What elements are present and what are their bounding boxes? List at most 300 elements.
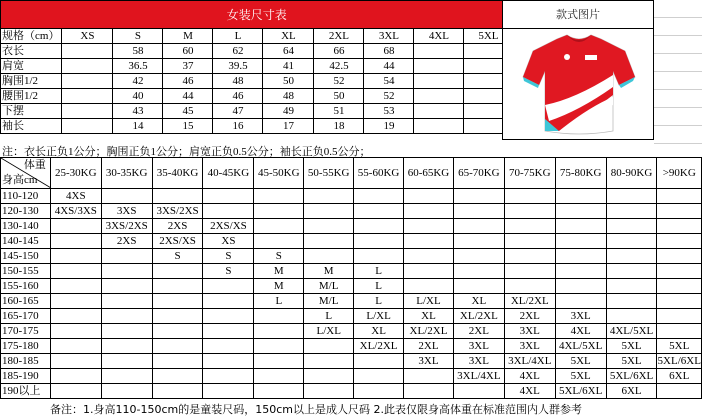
size-cell: S — [203, 264, 254, 279]
size-cell — [304, 189, 354, 204]
size-header-l: L — [213, 29, 263, 44]
size-cell — [555, 234, 606, 249]
spec-value: 62 — [213, 44, 263, 59]
height-label: 185-190 — [1, 369, 51, 384]
spec-label: 腰围1/2 — [1, 89, 62, 104]
size-cell: 5XL/6XL — [606, 369, 657, 384]
size-cell — [504, 279, 555, 294]
size-cell: 5XL — [555, 369, 606, 384]
spec-value: 48 — [263, 89, 314, 104]
spec-header: 规格（cm） — [1, 29, 62, 44]
height-row — [1, 264, 702, 279]
spec-value — [62, 74, 113, 89]
size-cell: 6XL — [606, 384, 657, 399]
size-cell — [657, 249, 702, 264]
size-cell — [50, 279, 101, 294]
height-row — [1, 384, 702, 399]
height-row — [1, 249, 702, 264]
weight-header-row — [1, 158, 702, 189]
size-cell — [152, 339, 203, 354]
size-cell: XL — [354, 324, 404, 339]
size-cell: 4XS — [50, 189, 101, 204]
spec-value: 18 — [314, 119, 364, 134]
size-cell — [606, 294, 657, 309]
spec-value — [414, 44, 464, 59]
size-cell — [50, 264, 101, 279]
height-label: 160-165 — [1, 294, 51, 309]
size-cell — [50, 369, 101, 384]
height-label: 180-185 — [1, 354, 51, 369]
spec-value: 39.5 — [213, 59, 263, 74]
spec-value: 42 — [113, 74, 163, 89]
size-cell — [101, 369, 152, 384]
size-cell: XL/2XL — [453, 309, 504, 324]
spec-value: 47 — [213, 104, 263, 119]
size-cell: 3XL/4XL — [453, 369, 504, 384]
size-cell: M — [254, 279, 304, 294]
size-cell — [50, 309, 101, 324]
size-cell — [304, 354, 354, 369]
spec-value — [414, 104, 464, 119]
size-cell: 5XL — [657, 339, 702, 354]
size-cell — [354, 234, 404, 249]
spec-value — [62, 104, 113, 119]
height-label: 130-140 — [1, 219, 51, 234]
spec-value: 58 — [113, 44, 163, 59]
size-cell — [453, 249, 504, 264]
weight-height-table — [0, 157, 702, 399]
size-cell — [304, 234, 354, 249]
height-label: 145-150 — [1, 249, 51, 264]
size-header-s: S — [113, 29, 163, 44]
size-cell: 3XS/2XS — [101, 219, 152, 234]
spec-value — [62, 89, 113, 104]
spec-value — [414, 74, 464, 89]
spec-value: 46 — [163, 74, 213, 89]
height-label: 身高cm — [2, 174, 38, 186]
spec-value — [62, 44, 113, 59]
size-cell — [657, 324, 702, 339]
size-cell — [152, 294, 203, 309]
size-cell: L — [354, 279, 404, 294]
size-cell: M/L — [304, 279, 354, 294]
size-cell: 4XL — [504, 369, 555, 384]
size-header-xs: XS — [62, 29, 113, 44]
size-cell: XL/2XL — [504, 294, 555, 309]
height-label: 110-120 — [1, 189, 51, 204]
size-cell: L — [354, 264, 404, 279]
size-header-row — [1, 29, 513, 44]
size-cell — [50, 339, 101, 354]
size-cell — [504, 249, 555, 264]
size-cell — [453, 264, 504, 279]
size-cell — [453, 204, 504, 219]
jersey-icon — [519, 33, 639, 137]
size-cell: M/L — [304, 294, 354, 309]
size-cell — [254, 204, 304, 219]
size-cell: XL/2XL — [404, 324, 454, 339]
size-cell — [555, 219, 606, 234]
height-label: 150-155 — [1, 264, 51, 279]
size-cell — [203, 324, 254, 339]
size-cell — [657, 219, 702, 234]
size-cell — [657, 384, 702, 399]
size-cell — [354, 189, 404, 204]
height-label: 175-180 — [1, 339, 51, 354]
spec-value: 53 — [364, 104, 414, 119]
weight-header: 80-90KG — [606, 158, 657, 189]
spec-row — [1, 119, 513, 134]
spec-value: 51 — [314, 104, 364, 119]
size-cell: XS — [203, 234, 254, 249]
size-cell — [304, 384, 354, 399]
size-cell — [50, 294, 101, 309]
women-size-table — [0, 0, 513, 134]
size-cell — [606, 279, 657, 294]
height-label: 140-145 — [1, 234, 51, 249]
spec-value: 66 — [314, 44, 364, 59]
weight-header: >90KG — [657, 158, 702, 189]
size-cell — [555, 249, 606, 264]
size-cell: 5XL/6XL — [657, 355, 701, 367]
height-row — [1, 189, 702, 204]
weight-header: 25-30KG — [50, 158, 101, 189]
size-cell — [101, 189, 152, 204]
size-cell — [203, 354, 254, 369]
size-cell: 6XL — [657, 369, 702, 384]
size-cell — [203, 204, 254, 219]
size-cell — [101, 384, 152, 399]
weight-header: 45-50KG — [254, 158, 304, 189]
spec-value: 60 — [163, 44, 213, 59]
size-cell: 4XS/3XS — [50, 204, 101, 219]
size-cell: L/XL — [304, 324, 354, 339]
size-cell — [606, 234, 657, 249]
size-cell — [254, 354, 304, 369]
size-cell: M — [304, 264, 354, 279]
size-cell: 3XL — [404, 354, 454, 369]
size-cell — [606, 204, 657, 219]
height-row — [1, 294, 702, 309]
size-cell — [504, 189, 555, 204]
size-cell — [354, 384, 404, 399]
spec-value: 50 — [263, 74, 314, 89]
spec-value: 44 — [163, 89, 213, 104]
size-cell: XL/2XL — [354, 339, 404, 354]
weight-header: 35-40KG — [152, 158, 203, 189]
size-cell — [404, 189, 454, 204]
size-cell: L/XL — [404, 294, 454, 309]
size-cell — [304, 204, 354, 219]
height-row — [1, 324, 702, 339]
size-cell: 2XS/XS — [152, 234, 203, 249]
spec-value — [62, 119, 113, 134]
size-cell — [555, 294, 606, 309]
size-cell: 2XS — [152, 219, 203, 234]
spec-value: 36.5 — [113, 59, 163, 74]
size-cell — [657, 279, 702, 294]
size-cell — [555, 264, 606, 279]
spec-value: 64 — [263, 44, 314, 59]
size-cell — [101, 249, 152, 264]
size-cell: 3XS — [101, 204, 152, 219]
size-cell — [152, 369, 203, 384]
size-cell: 2XL — [453, 324, 504, 339]
size-header-4xl: 4XL — [414, 29, 464, 44]
spec-row — [1, 59, 513, 74]
size-header-5xl: 5XL — [464, 29, 513, 44]
size-cell: 5XL — [606, 354, 657, 369]
size-cell — [404, 264, 454, 279]
size-cell — [657, 294, 702, 309]
size-cell: 3XL — [453, 354, 504, 369]
size-cell — [453, 219, 504, 234]
size-cell — [254, 339, 304, 354]
size-cell — [101, 354, 152, 369]
spec-label: 袖长 — [1, 119, 62, 134]
size-cell — [203, 384, 254, 399]
size-cell — [606, 309, 657, 324]
size-cell: 5XL/6XL — [555, 384, 606, 399]
height-row — [1, 369, 702, 384]
size-cell: 2XL — [504, 309, 555, 324]
size-cell: S — [254, 249, 304, 264]
size-cell: 2XL — [404, 339, 454, 354]
size-cell — [50, 354, 101, 369]
height-row — [1, 234, 702, 249]
size-cell — [657, 309, 702, 324]
size-cell — [254, 369, 304, 384]
size-cell — [504, 234, 555, 249]
size-cell: 2XS — [101, 234, 152, 249]
size-cell: 4XL/5XL — [606, 324, 657, 339]
weight-header: 60-65KG — [404, 158, 454, 189]
spec-value — [414, 119, 464, 134]
size-cell: 4XL — [504, 384, 555, 399]
size-cell — [606, 264, 657, 279]
size-cell — [50, 384, 101, 399]
size-cell — [254, 309, 304, 324]
size-cell — [304, 339, 354, 354]
size-header-m: M — [163, 29, 213, 44]
spec-value: 37 — [163, 59, 213, 74]
height-label: 170-175 — [1, 324, 51, 339]
size-cell: 3XS/2XS — [152, 204, 203, 219]
size-cell — [657, 204, 702, 219]
size-cell — [504, 264, 555, 279]
size-cell — [304, 369, 354, 384]
size-cell: 5XL — [606, 339, 657, 354]
weight-label: 体重 — [23, 159, 46, 171]
weight-header: 30-35KG — [101, 158, 152, 189]
size-cell — [606, 219, 657, 234]
size-cell — [203, 339, 254, 354]
spec-label: 胸围1/2 — [1, 74, 62, 89]
size-cell — [152, 354, 203, 369]
size-cell — [50, 234, 101, 249]
size-cell: 5XL — [555, 354, 606, 369]
size-cell — [152, 384, 203, 399]
size-cell — [657, 264, 702, 279]
size-cell — [453, 279, 504, 294]
size-cell: 3XL — [504, 339, 555, 354]
size-cell — [555, 204, 606, 219]
height-row — [1, 339, 702, 354]
size-cell: S — [152, 249, 203, 264]
size-cell: S — [203, 249, 254, 264]
style-image-title: 款式图片 — [503, 1, 653, 29]
size-cell — [50, 219, 101, 234]
size-cell — [101, 294, 152, 309]
spec-value: 41 — [263, 59, 314, 74]
size-cell: 4XL/5XL — [555, 339, 606, 354]
size-cell — [404, 369, 454, 384]
size-cell: L — [354, 294, 404, 309]
size-cell — [304, 249, 354, 264]
footer-note: 备注：1.身高110-150cm的是童装尺码，150cm以上是成人尺码 2.此表仅限身高体重在标准范围内人群参考 — [50, 403, 582, 416]
size-cell — [354, 219, 404, 234]
spec-value: 17 — [263, 119, 314, 134]
spec-label: 肩宽 — [1, 59, 62, 74]
height-row — [1, 279, 702, 294]
size-cell — [152, 189, 203, 204]
size-cell — [254, 324, 304, 339]
height-label: 155-160 — [1, 279, 51, 294]
size-cell: L/XL — [354, 309, 404, 324]
spec-value — [414, 59, 464, 74]
size-cell — [101, 309, 152, 324]
size-cell — [152, 264, 203, 279]
size-cell — [152, 279, 203, 294]
size-cell — [657, 189, 702, 204]
size-cell: L — [254, 294, 304, 309]
size-cell — [354, 204, 404, 219]
spec-value: 48 — [213, 74, 263, 89]
size-cell — [254, 234, 304, 249]
size-cell — [101, 339, 152, 354]
tolerance-note: 注：衣长正负1公分；胸围正负1公分；肩宽正负0.5公分；袖长正负0.5公分； — [2, 146, 371, 158]
spec-value: 52 — [364, 89, 414, 104]
spec-value: 16 — [213, 119, 263, 134]
size-cell — [254, 384, 304, 399]
size-cell — [203, 279, 254, 294]
spec-row — [1, 74, 513, 89]
size-cell — [203, 309, 254, 324]
spec-value: 15 — [163, 119, 213, 134]
spec-value — [62, 59, 113, 74]
size-header-xl: XL — [263, 29, 314, 44]
weight-header: 40-45KG — [203, 158, 254, 189]
size-cell — [404, 249, 454, 264]
size-cell: 4XL — [555, 324, 606, 339]
spec-value — [414, 89, 464, 104]
size-cell — [404, 219, 454, 234]
size-cell — [606, 189, 657, 204]
corner-cell — [1, 158, 51, 189]
size-cell — [254, 219, 304, 234]
size-cell — [453, 234, 504, 249]
size-cell — [453, 384, 504, 399]
spec-row — [1, 44, 513, 59]
size-cell: XL — [453, 294, 504, 309]
size-cell: 2XS/XS — [203, 219, 254, 234]
weight-header: 75-80KG — [555, 158, 606, 189]
size-cell: XL — [404, 309, 454, 324]
size-cell — [152, 309, 203, 324]
size-cell: M — [254, 264, 304, 279]
spec-value: 54 — [364, 74, 414, 89]
size-cell — [254, 189, 304, 204]
size-cell: 3XL — [555, 309, 606, 324]
size-cell — [101, 324, 152, 339]
size-cell: 3XL — [453, 339, 504, 354]
size-cell — [555, 189, 606, 204]
size-cell — [304, 219, 354, 234]
right-gridlines — [654, 0, 702, 140]
spec-value: 50 — [314, 89, 364, 104]
size-cell — [404, 204, 454, 219]
size-cell: 3XL — [504, 324, 555, 339]
weight-header: 55-60KG — [354, 158, 404, 189]
spec-value: 52 — [314, 74, 364, 89]
height-label: 165-170 — [1, 309, 51, 324]
weight-header: 70-75KG — [504, 158, 555, 189]
spec-value: 43 — [113, 104, 163, 119]
size-cell — [606, 249, 657, 264]
spec-value: 46 — [213, 89, 263, 104]
spec-value: 44 — [364, 59, 414, 74]
size-cell — [101, 279, 152, 294]
size-cell — [657, 234, 702, 249]
height-row — [1, 354, 702, 369]
size-cell: 3XL/4XL — [504, 354, 555, 369]
size-cell: L — [304, 309, 354, 324]
size-cell — [404, 234, 454, 249]
size-cell — [50, 324, 101, 339]
size-cell — [404, 279, 454, 294]
height-row — [1, 309, 702, 324]
spec-value: 19 — [364, 119, 414, 134]
size-cell — [101, 264, 152, 279]
size-header-2xl: 2XL — [314, 29, 364, 44]
size-cell — [453, 189, 504, 204]
style-image-box — [502, 0, 654, 140]
size-cell — [354, 354, 404, 369]
weight-header: 65-70KG — [453, 158, 504, 189]
size-cell — [354, 369, 404, 384]
size-cell — [404, 384, 454, 399]
size-cell — [203, 189, 254, 204]
size-cell — [203, 294, 254, 309]
table-title: 女装尺寸表 — [1, 1, 513, 29]
size-cell — [203, 369, 254, 384]
spec-value: 42.5 — [314, 59, 364, 74]
weight-header: 50-55KG — [304, 158, 354, 189]
size-header-3xl: 3XL — [364, 29, 414, 44]
size-cell — [555, 279, 606, 294]
height-row — [1, 219, 702, 234]
size-cell — [152, 324, 203, 339]
spec-label: 衣长 — [1, 44, 62, 59]
spec-value: 14 — [113, 119, 163, 134]
spec-row — [1, 104, 513, 119]
size-cell — [354, 249, 404, 264]
spec-value: 40 — [113, 89, 163, 104]
size-cell — [504, 204, 555, 219]
height-label: 120-130 — [1, 204, 51, 219]
spec-row — [1, 89, 513, 104]
height-label: 190以上 — [1, 384, 51, 399]
